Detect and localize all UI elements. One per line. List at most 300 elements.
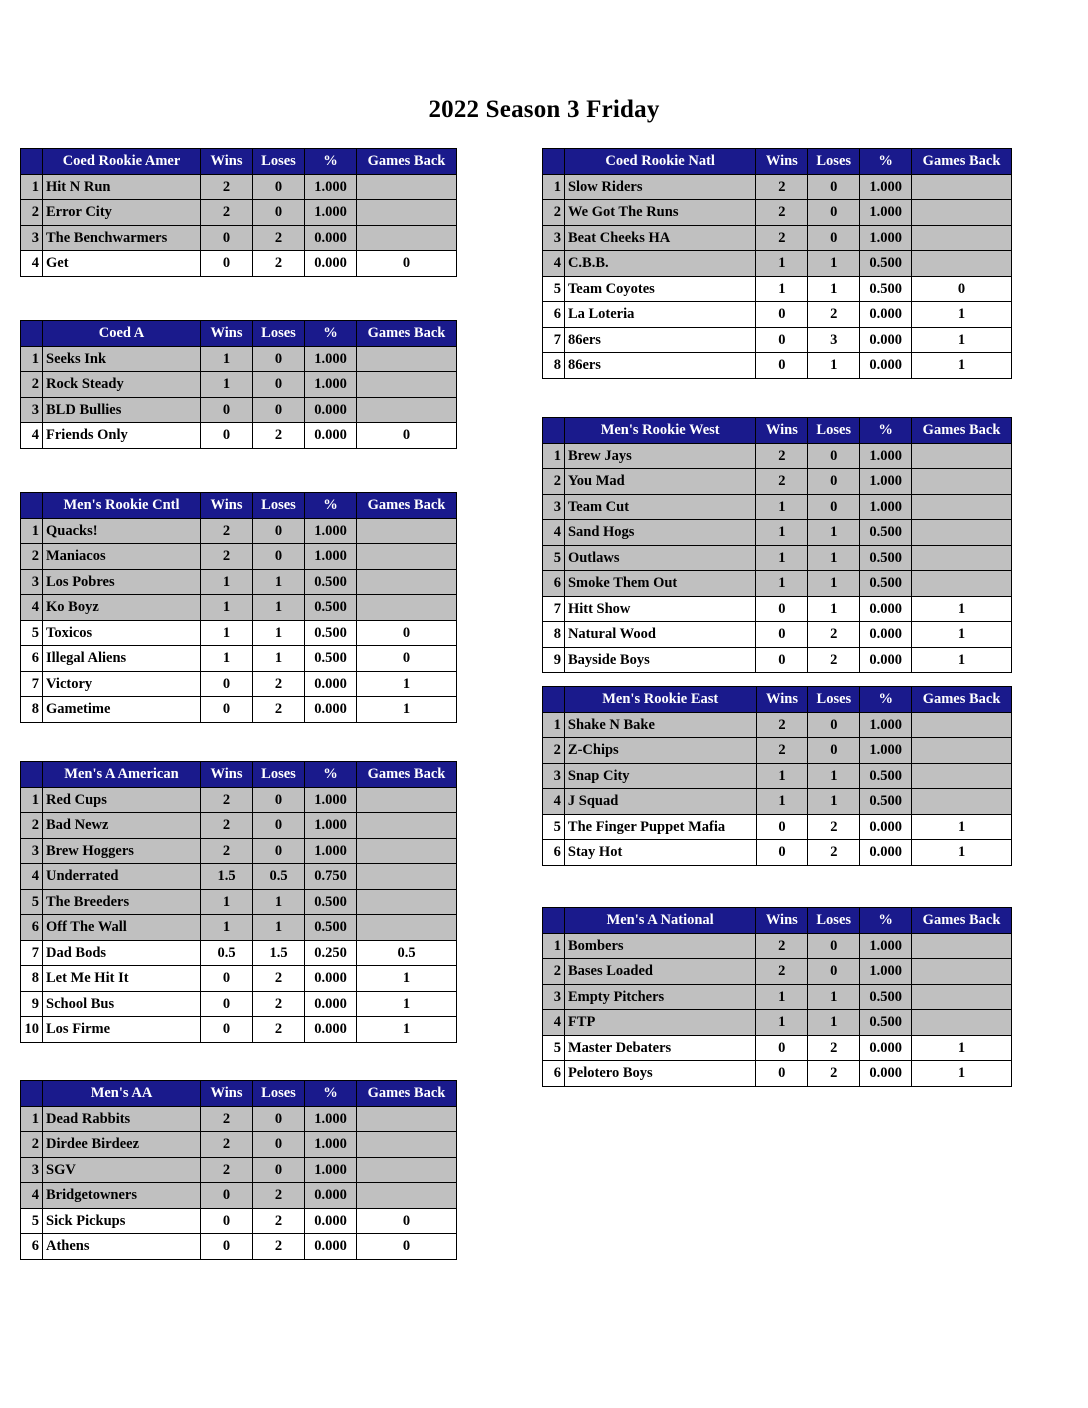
division-table <box>542 417 1012 673</box>
row-team-name: Bases Loaded <box>564 959 755 985</box>
row-games-back <box>357 864 457 890</box>
table-header-row <box>21 149 457 175</box>
table-header-row <box>21 493 457 519</box>
table-row <box>21 200 457 226</box>
row-games-back <box>357 569 457 595</box>
header-loses: Loses <box>808 418 860 444</box>
header-division-name: Men's AA <box>43 1081 201 1107</box>
table-row <box>21 966 457 992</box>
row-games-back: 1 <box>912 1035 1012 1061</box>
header-games-back: Games Back <box>912 418 1012 444</box>
table-row <box>543 443 1012 469</box>
row-loses: 2 <box>253 697 305 723</box>
row-team-name: Off The Wall <box>43 915 201 941</box>
table-row <box>21 1106 457 1132</box>
row-games-back: 1 <box>357 697 457 723</box>
row-pct: 1.000 <box>305 1132 357 1158</box>
row-wins: 0 <box>201 671 253 697</box>
table-row <box>21 372 457 398</box>
row-wins: 0 <box>756 302 808 328</box>
row-loses: 2 <box>253 1234 305 1260</box>
row-loses: 2 <box>808 840 860 866</box>
header-pct: % <box>860 418 912 444</box>
row-team-name: Los Firme <box>43 1017 201 1043</box>
row-rank: 8 <box>21 966 43 992</box>
row-wins: 2 <box>201 200 253 226</box>
row-loses: 2 <box>253 251 305 277</box>
row-pct: 1.000 <box>305 200 357 226</box>
row-games-back <box>357 1157 457 1183</box>
row-team-name: Empty Pitchers <box>564 984 755 1010</box>
row-rank: 3 <box>543 494 565 520</box>
row-rank: 1 <box>21 1106 43 1132</box>
standings-table-men-s-rookie-west <box>542 417 1012 673</box>
row-pct: 1.000 <box>305 544 357 570</box>
row-rank: 1 <box>543 174 565 200</box>
table-row <box>543 789 1012 815</box>
header-games-back: Games Back <box>357 1081 457 1107</box>
header-rank <box>543 687 565 713</box>
row-pct: 1.000 <box>860 712 912 738</box>
row-pct: 0.000 <box>305 1234 357 1260</box>
row-team-name: You Mad <box>564 469 755 495</box>
row-games-back <box>357 397 457 423</box>
row-team-name: Bombers <box>564 933 755 959</box>
row-loses: 2 <box>253 966 305 992</box>
header-wins: Wins <box>756 149 808 175</box>
row-team-name: Brew Jays <box>564 443 755 469</box>
row-rank: 7 <box>543 596 565 622</box>
row-wins: 1 <box>756 763 808 789</box>
row-wins: 1 <box>201 595 253 621</box>
row-rank: 6 <box>543 302 565 328</box>
row-loses: 0 <box>808 469 860 495</box>
row-loses: 1 <box>808 276 860 302</box>
row-games-back <box>357 889 457 915</box>
row-wins: 2 <box>201 813 253 839</box>
row-games-back <box>912 443 1012 469</box>
row-wins: 2 <box>756 712 808 738</box>
row-loses: 2 <box>253 671 305 697</box>
row-pct: 0.000 <box>305 225 357 251</box>
row-wins: 2 <box>756 225 808 251</box>
table-header-row <box>21 1081 457 1107</box>
row-games-back: 1 <box>357 1017 457 1043</box>
header-games-back: Games Back <box>357 321 457 347</box>
row-games-back <box>357 595 457 621</box>
table-row <box>543 200 1012 226</box>
row-games-back: 1 <box>912 353 1012 379</box>
table-row <box>543 571 1012 597</box>
standings-table-men-s-aa <box>20 1080 457 1260</box>
row-rank: 2 <box>543 738 565 764</box>
row-games-back <box>357 225 457 251</box>
table-header-row <box>543 908 1012 934</box>
row-games-back <box>357 174 457 200</box>
row-wins: 1 <box>201 346 253 372</box>
table-row <box>21 1132 457 1158</box>
row-games-back: 0 <box>912 276 1012 302</box>
row-pct: 0.500 <box>860 545 912 571</box>
standings-table-men-s-a-american <box>20 761 457 1043</box>
row-wins: 2 <box>201 787 253 813</box>
table-row <box>21 889 457 915</box>
table-row <box>21 251 457 277</box>
table-row <box>543 469 1012 495</box>
row-pct: 1.000 <box>305 372 357 398</box>
row-loses: 1 <box>808 251 860 277</box>
row-rank: 2 <box>543 469 565 495</box>
row-wins: 0 <box>201 1234 253 1260</box>
row-team-name: Los Pobres <box>43 569 201 595</box>
row-team-name: Victory <box>43 671 201 697</box>
header-games-back: Games Back <box>912 687 1012 713</box>
table-row <box>21 991 457 1017</box>
row-rank: 8 <box>21 697 43 723</box>
row-wins: 1 <box>756 789 808 815</box>
row-pct: 1.000 <box>305 346 357 372</box>
table-row <box>21 940 457 966</box>
row-wins: 2 <box>201 518 253 544</box>
row-loses: 0 <box>253 174 305 200</box>
row-pct: 1.000 <box>860 174 912 200</box>
table-row <box>543 545 1012 571</box>
row-rank: 1 <box>543 712 565 738</box>
row-pct: 0.500 <box>305 569 357 595</box>
table-row <box>543 327 1012 353</box>
row-pct: 0.000 <box>305 423 357 449</box>
row-pct: 1.000 <box>860 738 912 764</box>
row-wins: 2 <box>201 1106 253 1132</box>
row-pct: 0.250 <box>305 940 357 966</box>
header-wins: Wins <box>756 687 808 713</box>
row-games-back <box>357 1132 457 1158</box>
row-rank: 1 <box>21 787 43 813</box>
header-rank <box>21 762 43 788</box>
table-row <box>21 915 457 941</box>
division-table <box>542 686 1012 866</box>
header-division-name: Coed Rookie Amer <box>43 149 201 175</box>
header-pct: % <box>305 762 357 788</box>
row-loses: 1 <box>808 353 860 379</box>
row-rank: 4 <box>21 1183 43 1209</box>
row-rank: 5 <box>543 814 565 840</box>
row-rank: 5 <box>543 1035 565 1061</box>
row-loses: 0 <box>808 443 860 469</box>
row-team-name: Stay Hot <box>564 840 756 866</box>
row-wins: 0 <box>756 814 808 840</box>
row-team-name: Illegal Aliens <box>43 646 201 672</box>
row-games-back <box>912 712 1012 738</box>
row-team-name: Underrated <box>43 864 201 890</box>
row-team-name: Bridgetowners <box>43 1183 201 1209</box>
row-team-name: C.B.B. <box>564 251 755 277</box>
row-team-name: Dirdee Birdeez <box>43 1132 201 1158</box>
row-rank: 4 <box>21 251 43 277</box>
header-games-back: Games Back <box>357 762 457 788</box>
row-loses: 1 <box>808 596 860 622</box>
row-team-name: J Squad <box>564 789 756 815</box>
header-rank <box>543 908 565 934</box>
table-header-row <box>543 687 1012 713</box>
row-rank: 7 <box>543 327 565 353</box>
row-games-back <box>357 1183 457 1209</box>
row-pct: 1.000 <box>305 1157 357 1183</box>
row-games-back <box>357 200 457 226</box>
row-loses: 1 <box>808 789 860 815</box>
header-wins: Wins <box>201 321 253 347</box>
row-games-back <box>357 372 457 398</box>
row-wins: 0 <box>201 251 253 277</box>
row-loses: 0 <box>808 200 860 226</box>
row-rank: 5 <box>21 1208 43 1234</box>
row-loses: 1.5 <box>253 940 305 966</box>
table-row <box>543 174 1012 200</box>
row-wins: 2 <box>756 174 808 200</box>
row-rank: 6 <box>543 840 565 866</box>
row-rank: 6 <box>21 915 43 941</box>
row-wins: 0 <box>756 622 808 648</box>
row-pct: 0.000 <box>860 647 912 673</box>
row-loses: 2 <box>253 423 305 449</box>
table-row <box>543 276 1012 302</box>
row-pct: 0.500 <box>860 763 912 789</box>
header-loses: Loses <box>253 149 305 175</box>
row-loses: 0 <box>808 225 860 251</box>
row-rank: 3 <box>21 569 43 595</box>
row-team-name: Error City <box>43 200 201 226</box>
row-loses: 2 <box>253 225 305 251</box>
row-wins: 2 <box>756 738 808 764</box>
table-row <box>543 494 1012 520</box>
row-team-name: BLD Bullies <box>43 397 201 423</box>
row-team-name: Brew Hoggers <box>43 838 201 864</box>
row-wins: 1 <box>201 569 253 595</box>
row-rank: 1 <box>543 443 565 469</box>
row-loses: 1 <box>253 915 305 941</box>
row-pct: 0.750 <box>305 864 357 890</box>
row-team-name: SGV <box>43 1157 201 1183</box>
table-row <box>543 225 1012 251</box>
row-team-name: Slow Riders <box>564 174 755 200</box>
table-row <box>21 864 457 890</box>
header-pct: % <box>860 687 912 713</box>
header-loses: Loses <box>253 762 305 788</box>
row-wins: 1.5 <box>201 864 253 890</box>
header-pct: % <box>305 493 357 519</box>
row-games-back: 0.5 <box>357 940 457 966</box>
row-wins: 0 <box>756 353 808 379</box>
row-games-back <box>357 838 457 864</box>
row-team-name: Hitt Show <box>564 596 755 622</box>
row-games-back <box>912 251 1012 277</box>
row-loses: 1 <box>253 646 305 672</box>
row-wins: 1 <box>756 1010 808 1036</box>
row-pct: 1.000 <box>305 813 357 839</box>
table-row <box>21 1157 457 1183</box>
row-pct: 0.000 <box>305 991 357 1017</box>
row-games-back: 0 <box>357 1208 457 1234</box>
row-team-name: Sand Hogs <box>564 520 755 546</box>
row-games-back <box>357 518 457 544</box>
table-row <box>21 544 457 570</box>
header-loses: Loses <box>253 321 305 347</box>
division-table <box>542 907 1012 1087</box>
row-team-name: Get <box>43 251 201 277</box>
header-games-back: Games Back <box>912 908 1012 934</box>
row-team-name: Bad Newz <box>43 813 201 839</box>
row-wins: 0 <box>201 397 253 423</box>
row-team-name: Ko Boyz <box>43 595 201 621</box>
row-loses: 1 <box>808 571 860 597</box>
row-team-name: Friends Only <box>43 423 201 449</box>
row-pct: 0.500 <box>305 595 357 621</box>
header-loses: Loses <box>253 493 305 519</box>
row-games-back: 1 <box>357 671 457 697</box>
table-row <box>21 1183 457 1209</box>
division-table <box>20 148 457 277</box>
row-loses: 2 <box>253 1183 305 1209</box>
table-row <box>21 423 457 449</box>
table-row <box>543 353 1012 379</box>
row-team-name: The Benchwarmers <box>43 225 201 251</box>
table-row <box>543 840 1012 866</box>
row-pct: 1.000 <box>305 838 357 864</box>
row-pct: 0.000 <box>860 1035 912 1061</box>
row-loses: 0 <box>253 1157 305 1183</box>
row-wins: 2 <box>201 1157 253 1183</box>
row-pct: 0.500 <box>860 984 912 1010</box>
row-team-name: Natural Wood <box>564 622 755 648</box>
row-loses: 1 <box>808 545 860 571</box>
row-wins: 2 <box>756 959 808 985</box>
row-rank: 2 <box>543 200 565 226</box>
row-team-name: Z-Chips <box>564 738 756 764</box>
row-wins: 0 <box>756 327 808 353</box>
row-rank: 3 <box>21 225 43 251</box>
row-team-name: Rock Steady <box>43 372 201 398</box>
header-rank <box>21 493 43 519</box>
header-rank <box>543 149 565 175</box>
row-pct: 0.500 <box>860 789 912 815</box>
row-games-back: 1 <box>912 596 1012 622</box>
row-team-name: Athens <box>43 1234 201 1260</box>
row-loses: 1 <box>253 569 305 595</box>
table-row <box>543 1061 1012 1087</box>
row-games-back: 1 <box>912 647 1012 673</box>
row-games-back: 0 <box>357 1234 457 1260</box>
row-games-back <box>912 571 1012 597</box>
division-table <box>20 761 457 1043</box>
row-loses: 1 <box>808 763 860 789</box>
table-row <box>21 225 457 251</box>
row-games-back <box>357 1106 457 1132</box>
table-header-row <box>21 321 457 347</box>
row-rank: 3 <box>21 1157 43 1183</box>
table-row <box>21 620 457 646</box>
table-row <box>21 787 457 813</box>
row-wins: 0.5 <box>201 940 253 966</box>
row-rank: 1 <box>21 518 43 544</box>
table-row <box>21 1017 457 1043</box>
table-row <box>21 646 457 672</box>
row-games-back <box>912 738 1012 764</box>
header-games-back: Games Back <box>357 493 457 519</box>
row-team-name: The Finger Puppet Mafia <box>564 814 756 840</box>
row-pct: 0.000 <box>860 840 912 866</box>
header-loses: Loses <box>808 687 860 713</box>
table-row <box>543 984 1012 1010</box>
header-rank <box>21 1081 43 1107</box>
row-games-back: 1 <box>912 327 1012 353</box>
row-wins: 0 <box>756 1035 808 1061</box>
table-row <box>21 697 457 723</box>
division-table <box>542 148 1012 379</box>
row-rank: 8 <box>543 622 565 648</box>
table-row <box>543 763 1012 789</box>
row-games-back <box>357 346 457 372</box>
row-team-name: Dad Bods <box>43 940 201 966</box>
row-wins: 1 <box>756 984 808 1010</box>
row-pct: 0.000 <box>305 671 357 697</box>
header-pct: % <box>305 1081 357 1107</box>
row-rank: 2 <box>21 813 43 839</box>
row-loses: 0.5 <box>253 864 305 890</box>
row-pct: 0.500 <box>860 520 912 546</box>
row-rank: 4 <box>21 423 43 449</box>
row-games-back <box>912 174 1012 200</box>
header-games-back: Games Back <box>912 149 1012 175</box>
row-wins: 1 <box>756 571 808 597</box>
row-loses: 0 <box>808 174 860 200</box>
table-row <box>543 647 1012 673</box>
row-rank: 2 <box>543 959 565 985</box>
row-rank: 4 <box>21 595 43 621</box>
row-wins: 2 <box>756 469 808 495</box>
header-division-name: Coed Rookie Natl <box>564 149 755 175</box>
row-games-back <box>912 984 1012 1010</box>
row-team-name: Team Coyotes <box>564 276 755 302</box>
row-team-name: School Bus <box>43 991 201 1017</box>
row-games-back: 1 <box>912 1061 1012 1087</box>
header-division-name: Men's Rookie East <box>564 687 756 713</box>
table-row <box>543 814 1012 840</box>
table-row <box>21 1208 457 1234</box>
row-rank: 3 <box>21 838 43 864</box>
row-games-back <box>357 915 457 941</box>
standings-table-men-s-rookie-cntl <box>20 492 457 723</box>
row-team-name: Bayside Boys <box>564 647 755 673</box>
row-team-name: Gametime <box>43 697 201 723</box>
row-loses: 0 <box>808 933 860 959</box>
row-wins: 2 <box>201 1132 253 1158</box>
table-row <box>21 813 457 839</box>
row-team-name: Team Cut <box>564 494 755 520</box>
header-rank <box>21 149 43 175</box>
row-team-name: Red Cups <box>43 787 201 813</box>
header-wins: Wins <box>201 493 253 519</box>
row-games-back <box>912 225 1012 251</box>
row-rank: 1 <box>21 174 43 200</box>
row-team-name: Smoke Them Out <box>564 571 755 597</box>
row-loses: 0 <box>253 838 305 864</box>
row-pct: 1.000 <box>860 933 912 959</box>
header-loses: Loses <box>808 149 860 175</box>
standings-table-coed-rookie-natl <box>542 148 1012 379</box>
table-row <box>21 346 457 372</box>
row-wins: 1 <box>756 276 808 302</box>
row-games-back <box>912 494 1012 520</box>
